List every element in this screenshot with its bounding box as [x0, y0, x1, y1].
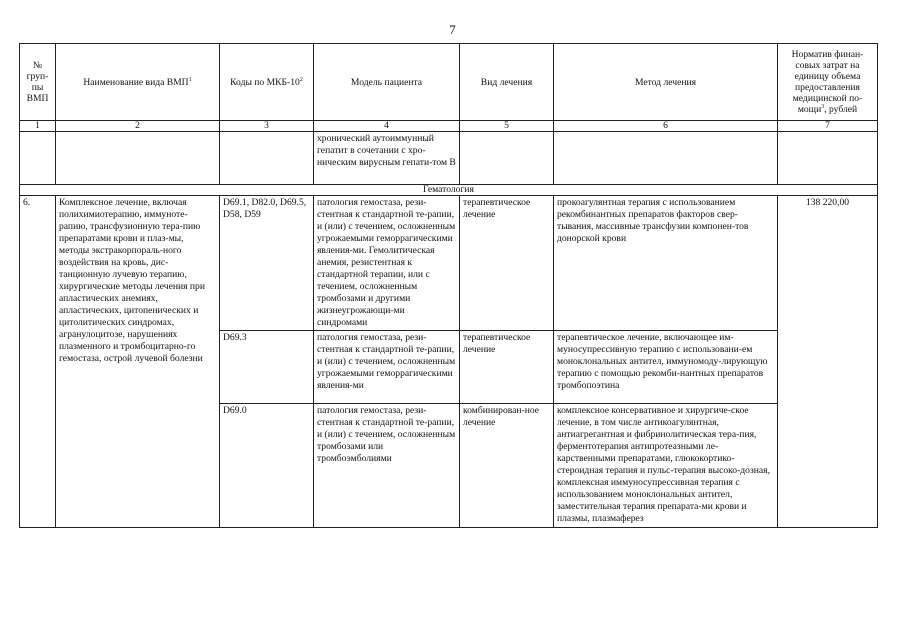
- header-cost-standard: Норматив финан-совых затрат на единицу объема предоставления медицинской по-мощи$^3$, рублей: [778, 44, 878, 121]
- treatment-type: комбинирован-ное лечение: [460, 404, 554, 528]
- table-row: [20, 196, 878, 331]
- group-number: 6.: [20, 196, 56, 528]
- column-number: 7: [778, 121, 878, 132]
- vmp-name: Комплексное лечение, включая полихимиотерапию, иммуноте-рапию, трансфузионную тера-пию препаратами крови и плаз-мы, методы экстракорпораль-ного воздействия на кровь, дис-танционную лучевую терапию, хирургические методы лечения при апластических анемиях, апластических, цитопенических и цитолитических синдромах, агранулоцитозе, нарушениях плазменного и тромбоцитарно-го гемостаза, острой лучевой болезни: [56, 196, 220, 528]
- header-patient-model: Модель пациента: [314, 44, 460, 121]
- header-vmp-name: Наименование вида ВМП$^1$: [56, 44, 220, 121]
- patient-model: патология гемостаза, рези-стентная к стандартной те-рапии, и (или) с течением, осложненным угрожаемыми геморрагическими явления-ми: [314, 331, 460, 404]
- treatment-method: терапевтическое лечение, включающее им-муносупрессивную терапию с использовани-ем моноклональных антител, иммуномоду-лирующую терапию с помощью рекомби-нантных препаратов тромбопоэтина: [554, 331, 778, 404]
- section-row: [20, 185, 878, 196]
- treatment-method: комплексное консервативное и хирургиче-ское лечение, в том числе антикоагулянтная, антиагрегантная и фибринолитическая тера-пия, ферментотерапия антипротеазными ле-карственными препаратами, глюкокортико-стероидная терапия и пульс-терапия высоко-дозная, комплексная иммуносупрессивная терапия с использованием моноклональных антител, заместительная терапия препарата-ми крови и плазмы, плазмаферез: [554, 404, 778, 528]
- icd-codes: D69.3: [220, 331, 314, 404]
- treatment-method: прокоагулянтная терапия с использованием рекомбинантных препаратов факторов свер-тывания, массивные трансфузии компонен-тов донорской крови: [554, 196, 778, 331]
- icd-codes: D69.1, D82.0, D69.5, D58, D59: [220, 196, 314, 331]
- column-number: 2: [56, 121, 220, 132]
- column-numbers-row: [20, 121, 878, 132]
- section-title: Гематология: [20, 185, 878, 196]
- treatment-type: терапевтическое лечение: [460, 331, 554, 404]
- header-treatment-type: Вид лечения: [460, 44, 554, 121]
- patient-model: патология гемостаза, рези-стентная к стандартной те-рапии, и (или) с течением, осложненным тромбозами или тромбоэмболиями: [314, 404, 460, 528]
- continuation-patient-model: хронический аутоиммунный гепатит в сочетании с хро-ническим вирусным гепати-том В: [314, 132, 460, 185]
- header-icd-codes: Коды по МКБ-$10^2$: [220, 44, 314, 121]
- treatment-type: терапевтическое лечение: [460, 196, 554, 331]
- header-treatment-method: Метод лечения: [554, 44, 778, 121]
- icd-codes: D69.0: [220, 404, 314, 528]
- patient-model: патология гемостаза, рези-стентная к стандартной те-рапии, и (или) с течением, осложненным угрожаемыми геморрагическими явления-ми. Гемолитическая анемия, резистентная к стандартной терапии, или с течением, осложненным тромбозами и другими жизнеугрожающи-ми синдромами: [314, 196, 460, 331]
- column-number: 6: [554, 121, 778, 132]
- column-number: 3: [220, 121, 314, 132]
- vmp-table: [19, 43, 878, 528]
- column-number: 4: [314, 121, 460, 132]
- continuation-row: [20, 132, 878, 185]
- header-group-number: № груп-пы ВМП: [20, 44, 56, 121]
- header-row: [20, 44, 878, 121]
- column-number: 1: [20, 121, 56, 132]
- page-number: 7: [449, 22, 456, 37]
- column-number: 5: [460, 121, 554, 132]
- cost-standard: 138 220,00: [778, 196, 878, 528]
